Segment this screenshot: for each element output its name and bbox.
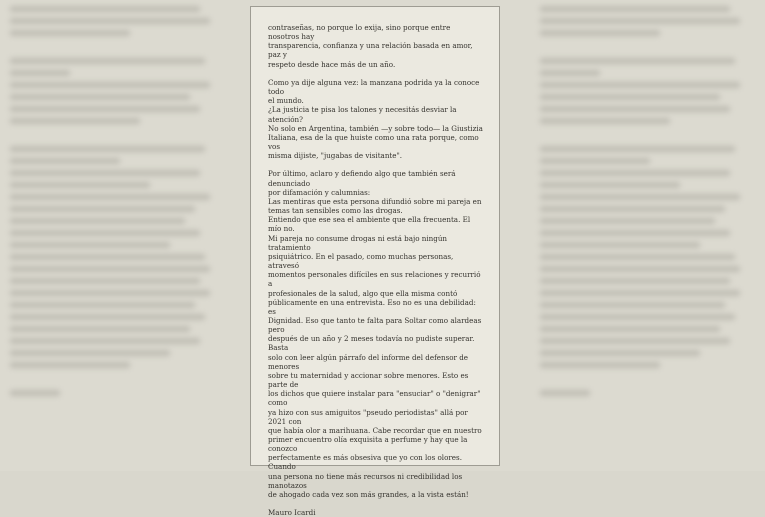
blurred-background-right (530, 0, 760, 471)
blurred-background-left (0, 0, 230, 471)
signature: Mauro Icardi (268, 508, 316, 517)
statement-page (250, 6, 500, 517)
paragraph-clarification: Por último, aclaro y defiendo algo que también será denunciado por difamación y calumnias: Las mentiras que esta persona difundió sobre mi pareja en temas tan sensibles como las drogas. Entiendo que ese sea el ambiente que ella frecuenta. El mío no. Mi pareja no consume drogas ni está bajo ningún tratamiento psiquiátrico. En el pasado, como muchas personas, atravesó momentos personales difíciles en sus relaciones y recurrió a profesionales de la salud, algo que ella misma contó públicamente en una entrevista. Eso no es una debilidad: es Dignidad. Eso que tanto te falta para Soltar como alardeas pero después de un año y 2 meses todavía no pudiste superar. Basta solo con leer algún párrafo del informe del defensor de menores sobre tu maternidad y accionar sobre menores. Esto es parte de los dichos que quiere instalar para "ensuciar" o "denigrar" como ya hizo con sus amiguitos "pseudo periodistas" allá por 2021 con que había olor a marihuana. Cabe recordar que en nuestro primer encuentro olía exquisita a perfume y hay que la conozco perfectamente es más obsesiva que yo con los olores. Cuando una persona no tiene más recursos ni credibilidad los manotazos de ahogado cada vez son más grandes, a la vista están! (268, 169, 482, 499)
paragraph-justice: Como ya dije alguna vez: la manzana podrida ya la conoce todo el mundo. ¿La justicia te pisa los talones y necesitás desviar la atención? No solo en Argentina, también —y sobre todo— la Giustizia Italiana, esa de la que huiste como una rata porque, como vos misma dijiste, "jugabas de visitante". (268, 77, 483, 161)
paragraph-transparency: contraseñas, no porque lo exija, sino porque entre nosotros hay transparencia, confianza y una relación basada en amor, paz y respeto desde hace más de un año. (268, 23, 473, 69)
